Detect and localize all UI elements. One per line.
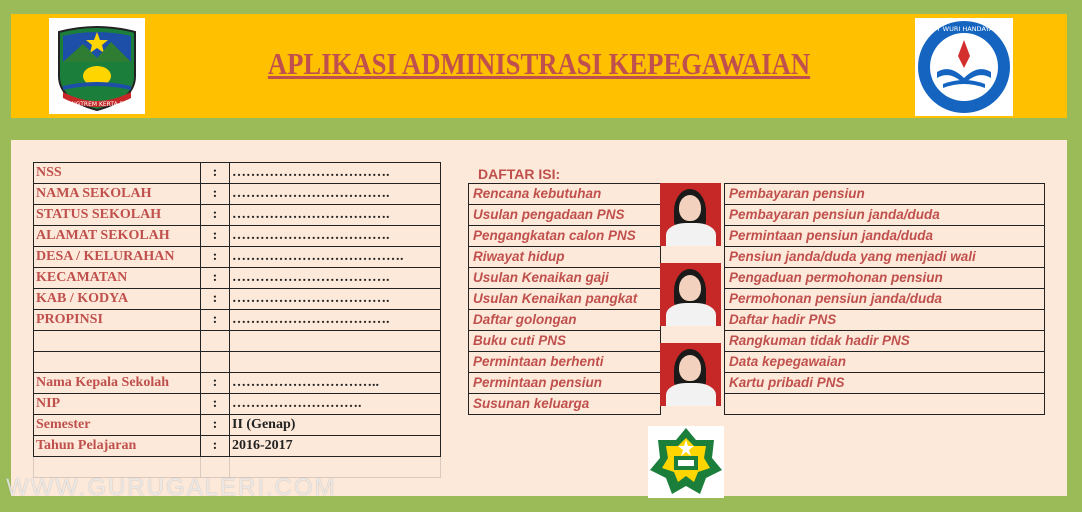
info-row	[34, 310, 441, 331]
daftar-item-left[interactable]: Pengangkatan calon PNS	[468, 225, 661, 247]
info-value[interactable]: …………………………….	[230, 268, 441, 289]
info-separator: :	[201, 310, 230, 331]
info-row	[34, 205, 441, 226]
daftar-item-right[interactable]: Kartu pribadi PNS	[724, 372, 1045, 394]
info-label: Nama Kepala Sekolah	[34, 373, 201, 394]
daftar-item-right[interactable]: Rangkuman tidak hadir PNS	[724, 330, 1045, 352]
info-row	[34, 415, 441, 436]
app-title: APLIKASI ADMINISTRASI KEPEGAWAIAN	[267, 46, 811, 81]
tut-wuri-handayani-logo	[915, 18, 1013, 116]
daftar-item-right[interactable]: Pensiun janda/duda yang menjadi wali	[724, 246, 1045, 268]
info-label: DESA / KELURAHAN	[34, 247, 201, 268]
daftar-item-left[interactable]: Susunan keluarga	[468, 393, 661, 415]
daftar-isi-title: DAFTAR ISI:	[478, 166, 561, 182]
daftar-item-right[interactable]: Pengaduan permohonan pensiun	[724, 267, 1045, 289]
info-separator: :	[201, 184, 230, 205]
info-row	[34, 184, 441, 205]
daftar-item-left[interactable]: Usulan Kenaikan gaji	[468, 267, 661, 289]
daftar-item-left[interactable]: Permintaan berhenti	[468, 351, 661, 373]
main-panel	[11, 140, 1067, 496]
school-info-table	[33, 162, 441, 478]
watermark-text: WWW.GURUGALERI.COM	[6, 474, 337, 501]
info-value[interactable]	[230, 352, 441, 373]
info-value[interactable]: …………………………….	[230, 226, 441, 247]
daftar-item-left[interactable]: Buku cuti PNS	[468, 330, 661, 352]
info-value[interactable]: ……………………….	[230, 394, 441, 415]
info-separator: :	[201, 247, 230, 268]
info-label: NSS	[34, 163, 201, 184]
logo-right-caption: TUT WURI HANDAYANI	[927, 25, 1001, 33]
info-separator: :	[201, 268, 230, 289]
header-bar	[11, 14, 1067, 118]
info-separator: :	[201, 163, 230, 184]
daftar-item-left[interactable]: Permintaan pensiun	[468, 372, 661, 394]
daftar-item-right[interactable]: Permohonan pensiun janda/duda	[724, 288, 1045, 310]
info-value[interactable]: …………………………….	[230, 205, 441, 226]
info-separator: :	[201, 394, 230, 415]
info-value[interactable]	[230, 331, 441, 352]
info-value[interactable]: …………………………….	[230, 184, 441, 205]
info-row	[34, 163, 441, 184]
staff-photo-3	[660, 343, 721, 406]
daftar-item-right	[724, 393, 1045, 415]
daftar-item-right[interactable]: Daftar hadir PNS	[724, 309, 1045, 331]
info-row	[34, 226, 441, 247]
info-value[interactable]: …………………………..	[230, 373, 441, 394]
daftar-item-right[interactable]: Permintaan pensiun janda/duda	[724, 225, 1045, 247]
staff-photo-2	[660, 263, 721, 326]
info-separator: :	[201, 289, 230, 310]
info-separator: :	[201, 226, 230, 247]
info-separator: :	[201, 373, 230, 394]
daftar-item-left[interactable]: Riwayat hidup	[468, 246, 661, 268]
daftar-item-right[interactable]: Pembayaran pensiun janda/duda	[724, 204, 1045, 226]
info-label: NAMA SEKOLAH	[34, 184, 201, 205]
daftar-item-left[interactable]: Usulan Kenaikan pangkat	[468, 288, 661, 310]
info-separator: :	[201, 205, 230, 226]
daftar-item-left[interactable]: Usulan pengadaan PNS	[468, 204, 661, 226]
info-separator	[201, 352, 230, 373]
info-row	[34, 268, 441, 289]
info-separator: :	[201, 436, 230, 457]
info-row	[34, 331, 441, 352]
info-label: STATUS SEKOLAH	[34, 205, 201, 226]
info-value[interactable]: …………………………….	[230, 289, 441, 310]
daftar-item-right[interactable]: Pembayaran pensiun	[724, 183, 1045, 205]
kemenag-logo	[648, 426, 724, 498]
info-label: Tahun Pelajaran	[34, 436, 201, 457]
daftar-item-right[interactable]: Data kepegawaian	[724, 351, 1045, 373]
logo-left-caption: TATA TENGTREM KERTA RAHARJA	[49, 101, 145, 108]
info-value[interactable]: 2016-2017	[230, 436, 441, 457]
info-label: PROPINSI	[34, 310, 201, 331]
info-separator	[201, 331, 230, 352]
info-value[interactable]: …………………………….	[230, 310, 441, 331]
info-row	[34, 289, 441, 310]
info-label: Semester	[34, 415, 201, 436]
info-label: KECAMATAN	[34, 268, 201, 289]
info-row	[34, 352, 441, 373]
info-label	[34, 331, 201, 352]
info-row	[34, 436, 441, 457]
daftar-item-left[interactable]: Daftar golongan	[468, 309, 661, 331]
info-value[interactable]: II (Genap)	[230, 415, 441, 436]
info-separator: :	[201, 415, 230, 436]
info-label: NIP	[34, 394, 201, 415]
info-label	[34, 352, 201, 373]
info-value[interactable]: ……………………………….	[230, 247, 441, 268]
info-value[interactable]: …………………………….	[230, 163, 441, 184]
info-row	[34, 394, 441, 415]
info-row	[34, 247, 441, 268]
info-row	[34, 373, 441, 394]
daftar-item-left[interactable]: Rencana kebutuhan	[468, 183, 661, 205]
staff-photo-1	[660, 183, 721, 246]
info-label: ALAMAT SEKOLAH	[34, 226, 201, 247]
info-label: KAB / KODYA	[34, 289, 201, 310]
